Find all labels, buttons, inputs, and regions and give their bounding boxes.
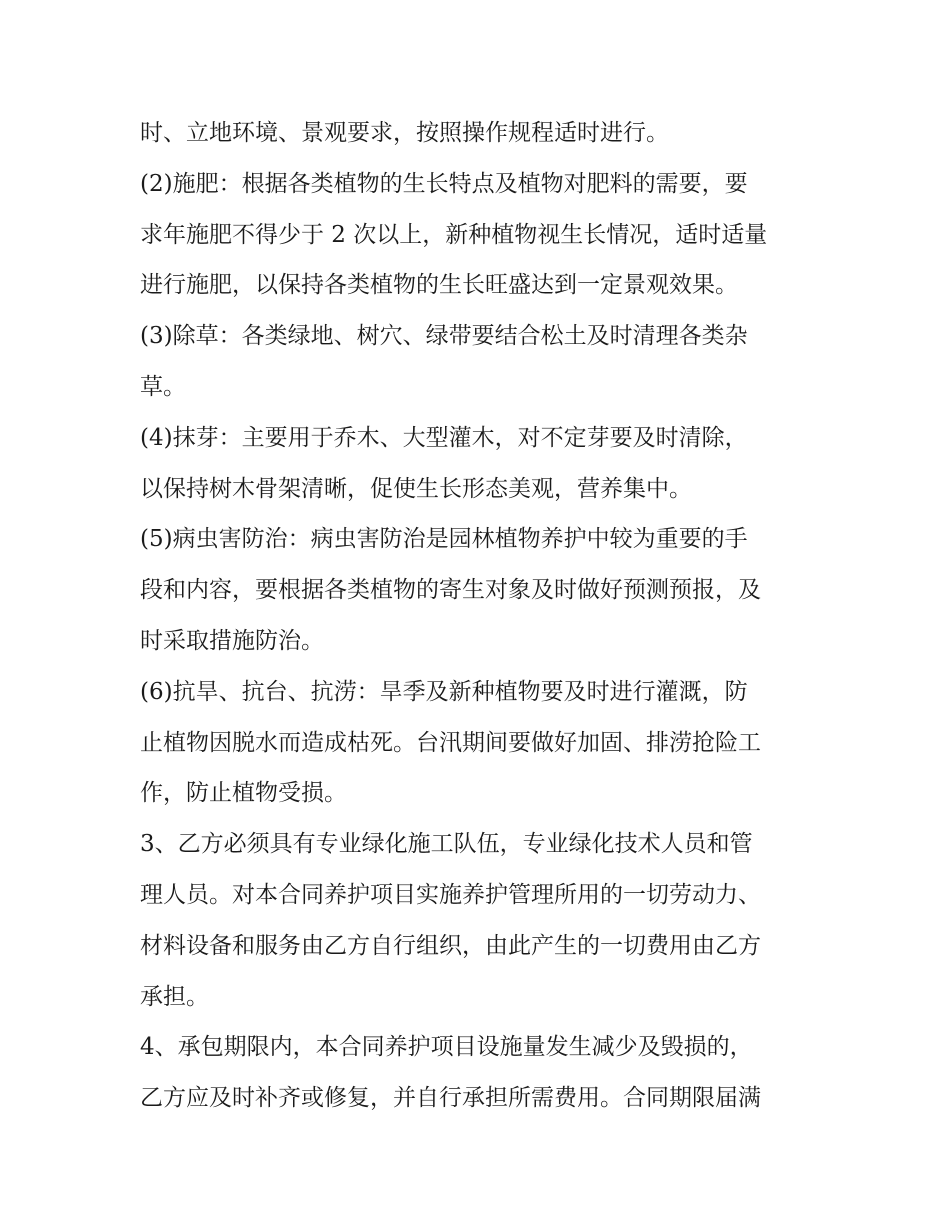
text-line: (2)施肥：根据各类植物的生长特点及植物对肥料的需要，要 (140, 170, 748, 197)
text-line: (3)除草：各类绿地、树穴、绿带要结合松土及时清理各类杂 (140, 323, 748, 350)
text-line: (4)抹芽：主要用于乔木、大型灌木，对不定芽要及时清除， (140, 424, 748, 451)
text-line: (5)病虫害防治：病虫害防治是园林植物养护中较为重要的手 (140, 526, 748, 553)
text-line: 材料设备和服务由乙方自行组织，由此产生的一切费用由乙方 (140, 932, 761, 959)
document-body (140, 108, 820, 1124)
text-line: 理人员。对本合同养护项目实施养护管理所用的一切劳动力、 (140, 881, 761, 908)
text-line: 止植物因脱水而造成枯死。台汛期间要做好加固、排涝抢险工 (140, 729, 761, 756)
text-line: 3、乙方必须具有专业绿化施工队伍，专业绿化技术人员和管 (140, 831, 753, 858)
text-line: 段和内容，要根据各类植物的寄生对象及时做好预测预报，及 (140, 577, 761, 604)
text-line: 时采取措施防治。 (140, 627, 324, 654)
text-line: 求年施肥不得少于 2 次以上，新种植物视生长情况，适时适量 (140, 221, 768, 248)
text-line: 以保持树木骨架清晰，促使生长形态美观，营养集中。 (140, 475, 692, 502)
text-line: 草。 (140, 373, 186, 400)
text-line: 乙方应及时补齐或修复，并自行承担所需费用。合同期限届满 (140, 1085, 761, 1112)
text-line: 4、承包期限内，本合同养护项目设施量发生减少及毁损的， (140, 1034, 753, 1061)
text-line: 作，防止植物受损。 (140, 780, 347, 807)
text-line: 承担。 (140, 983, 209, 1010)
text-line: 时、立地环境、景观要求，按照操作规程适时进行。 (140, 120, 669, 146)
text-line: (6)抗旱、抗台、抗涝：旱季及新种植物要及时进行灌溉，防 (140, 678, 748, 705)
text-line: 进行施肥，以保持各类植物的生长旺盛达到一定景观效果。 (140, 272, 738, 299)
